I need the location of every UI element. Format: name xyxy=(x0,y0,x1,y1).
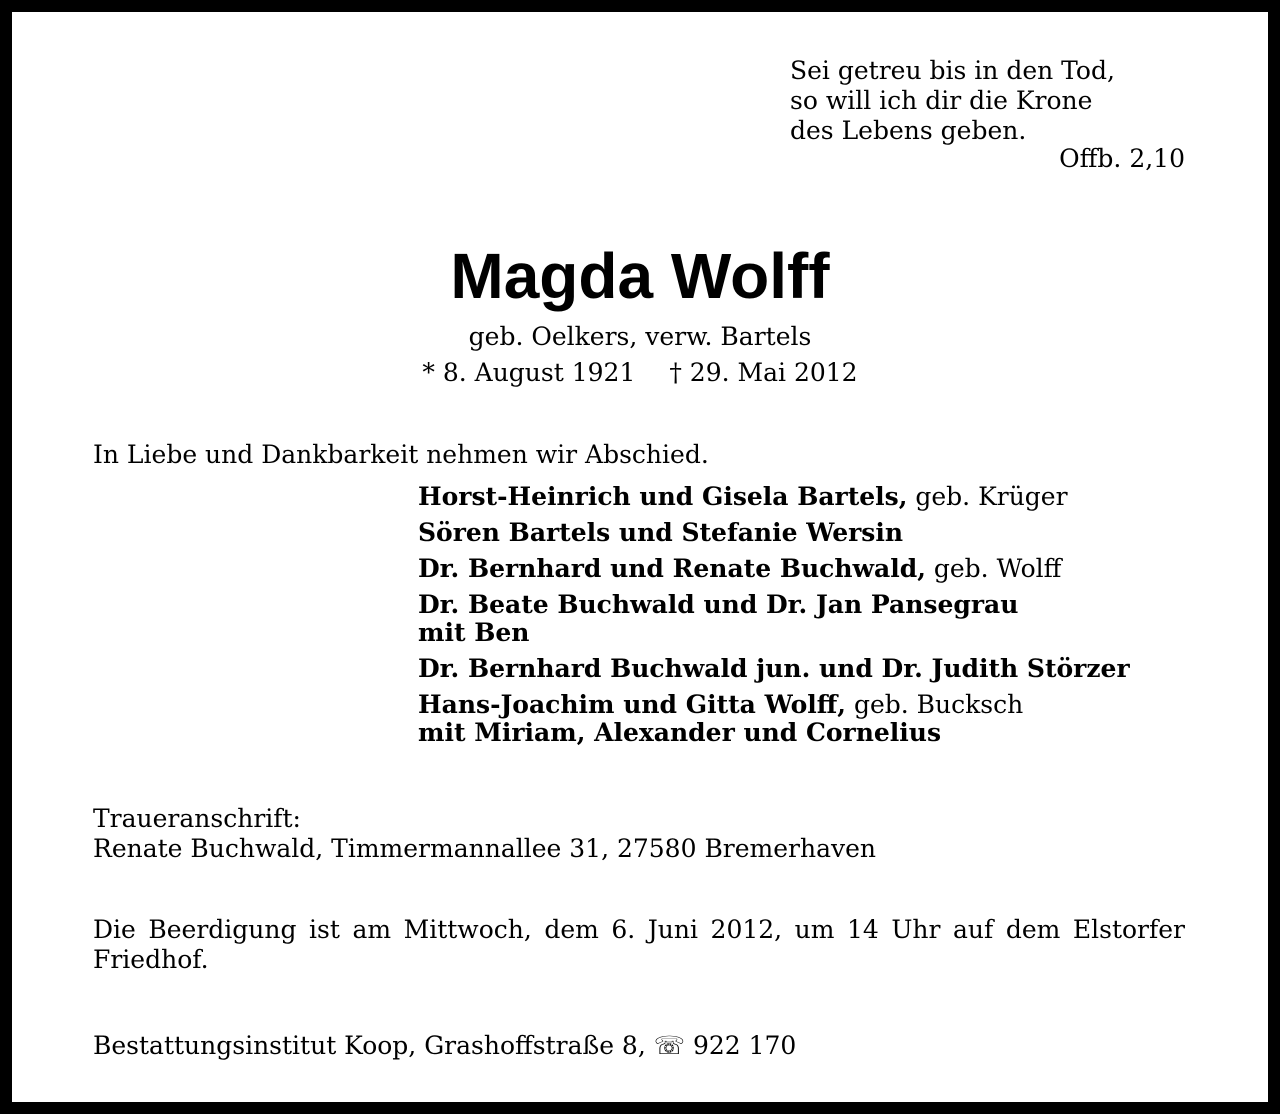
family-entry xyxy=(418,654,1238,684)
family-entry xyxy=(418,482,1238,512)
family-names: Dr. Bernhard und Renate Buchwald, xyxy=(418,554,926,583)
family-names: Hans-Joachim und Gitta Wolff, xyxy=(418,690,847,719)
family-entry xyxy=(418,518,1238,548)
family-suffix: geb. Bucksch xyxy=(846,690,1024,719)
birth-date: * 8. August 1921 xyxy=(422,358,636,387)
deceased-name: Magda Wolff xyxy=(450,240,830,312)
family-suffix: geb. Krüger xyxy=(907,482,1068,511)
funeral-info: Die Beerdigung ist am Mittwoch, dem 6. Juni 2012, um 14 Uhr auf dem Elstorfer Friedhof. xyxy=(93,915,1185,974)
verse-line: so will ich dir die Krone xyxy=(790,86,1093,115)
undertaker-info: Bestattungsinstitut Koop, Grashoffstraße 8, ☏ 922 170 xyxy=(93,1031,797,1060)
life-dates xyxy=(12,358,1268,388)
family-names: Sören Bartels und Stefanie Wersin xyxy=(418,518,904,547)
maiden-name: geb. Oelkers, verw. Bartels xyxy=(468,322,812,351)
mourning-address: Renate Buchwald, Timmermannallee 31, 27580 Bremerhaven xyxy=(93,834,877,863)
family-children: mit Ben xyxy=(418,618,530,647)
bible-verse xyxy=(790,56,1190,146)
family-list xyxy=(418,482,1238,754)
verse-line: des Lebens geben. xyxy=(790,116,1027,145)
death-date: † 29. Mai 2012 xyxy=(669,358,858,387)
family-children: mit Miriam, Alexander und Cornelius xyxy=(418,718,942,747)
obituary-notice xyxy=(12,12,1268,1102)
verse-reference: Offb. 2,10 xyxy=(1059,144,1185,173)
family-entry xyxy=(418,554,1238,584)
family-names: Dr. Beate Buchwald und Dr. Jan Pansegrau xyxy=(418,590,1019,619)
verse-line: Sei getreu bis in den Tod, xyxy=(790,56,1115,85)
family-entry xyxy=(418,690,1238,748)
mourning-address-label: Traueranschrift: xyxy=(93,804,301,833)
family-names: Horst-Heinrich und Gisela Bartels, xyxy=(418,482,908,511)
family-names: Dr. Bernhard Buchwald jun. und Dr. Judith Störzer xyxy=(418,654,1130,683)
family-entry xyxy=(418,590,1238,648)
farewell-intro: In Liebe und Dankbarkeit nehmen wir Abschied. xyxy=(93,440,709,469)
family-suffix: geb. Wolff xyxy=(925,554,1062,583)
